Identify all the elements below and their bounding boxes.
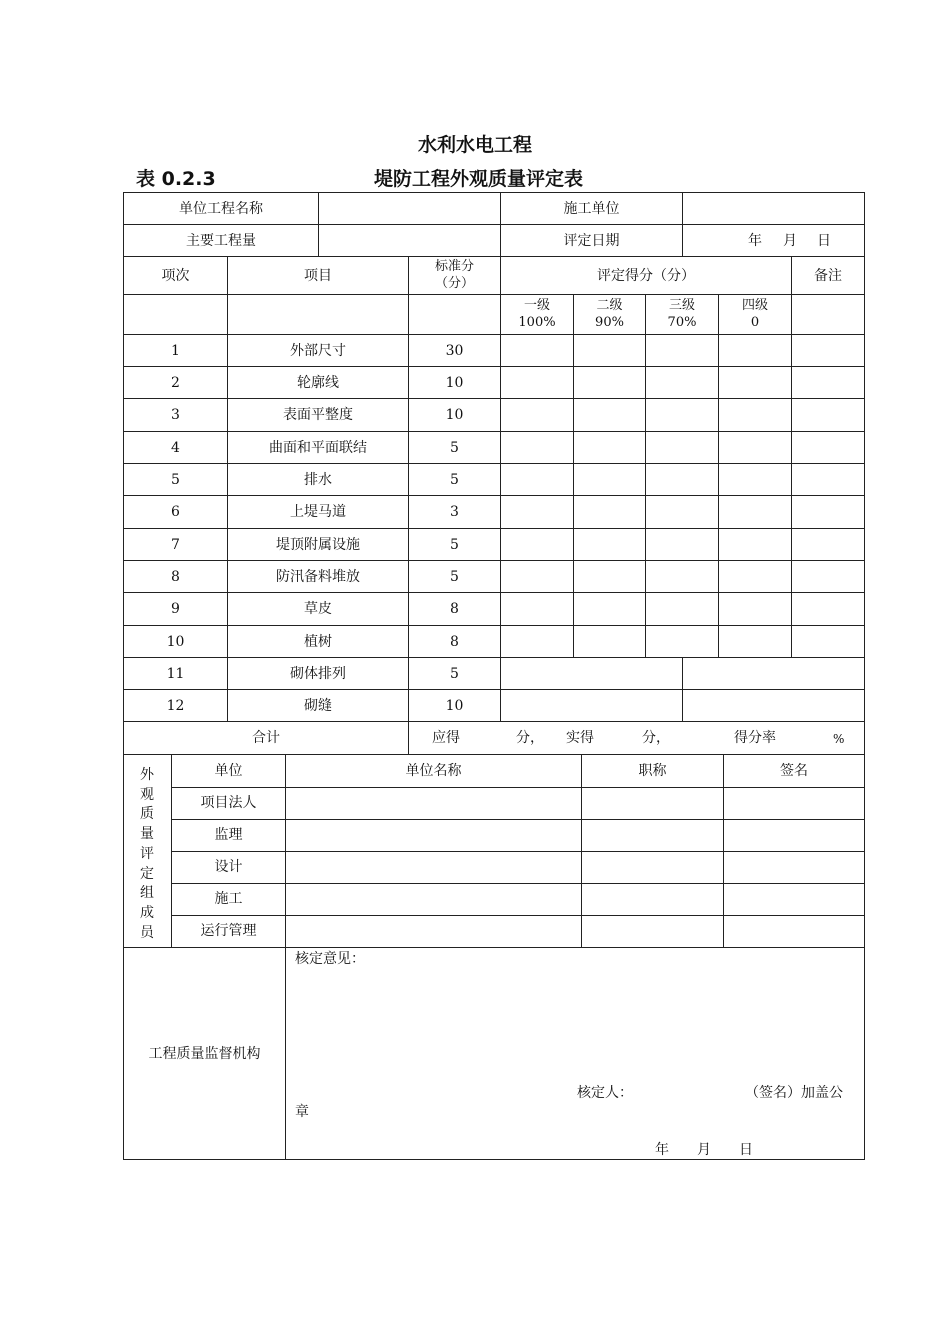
approval-month: 月 [697,1142,711,1158]
row-no: 2 [171,375,180,391]
total-rate-label: 得分率 [734,730,776,746]
total-rate-percent: % [833,732,845,746]
row-score: 5 [450,666,459,682]
supervision-agency-label: 工程质量监督机构 [148,1046,261,1062]
document-title: 水利水电工程 [417,134,532,156]
form-title: 堤防工程外观质量评定表 [374,168,584,190]
total-actual-label: 实得 [566,730,594,746]
table-number: 表 0.2.3 [136,168,216,190]
column-header-item: 项目 [304,268,332,284]
row-item: 上堤马道 [290,504,346,520]
approval-day: 日 [739,1142,753,1158]
row-item: 植树 [304,634,332,650]
row-score: 5 [450,537,459,553]
row-score: 8 [450,601,459,617]
panel-header-title: 职称 [638,763,667,779]
panel-header-unit-name: 单位名称 [405,763,462,779]
member-design: 设计 [214,859,243,875]
row-no: 9 [171,601,180,617]
row-score: 3 [450,504,459,520]
row-no: 8 [171,569,180,585]
member-operation: 运行管理 [200,923,257,939]
unit-project-name-label: 单位工程名称 [179,201,263,217]
row-item: 堤顶附属设施 [276,537,360,553]
row-no: 6 [171,504,180,520]
row-item: 表面平整度 [283,407,353,423]
approver-label: 核定人： [577,1085,633,1101]
row-item: 轮廓线 [297,375,339,391]
evaluation-date-label: 评定日期 [563,233,620,249]
date-year: 年 [748,233,762,249]
column-header-evaluation-score: 评定得分（分） [597,268,695,284]
grade-header-4: 四级 0 [741,298,768,330]
panel-header-unit: 单位 [214,763,243,779]
grade-header-2: 二级 90% [595,298,624,330]
row-item: 草皮 [304,601,332,617]
row-no: 4 [171,440,180,456]
date-month: 月 [783,233,797,249]
row-item: 砌体排列 [290,666,346,682]
row-item: 砌缝 [304,698,332,714]
row-item: 排水 [304,472,332,488]
grade-header-3: 三级 70% [667,298,697,330]
evaluation-team-label: 外观质量评定组成员 [140,767,154,941]
row-no: 12 [166,698,185,714]
row-score: 5 [450,569,459,585]
row-no: 1 [171,343,180,359]
row-no: 10 [166,634,185,650]
total-should-unit: 分， [516,730,544,746]
row-score: 10 [445,698,464,714]
seal-label-end: 章 [295,1104,309,1120]
member-construction: 施工 [214,891,243,907]
row-no: 3 [171,407,180,423]
row-score: 30 [445,343,464,359]
row-no: 11 [166,666,185,682]
total-should-label: 应得 [432,730,460,746]
row-score: 8 [450,634,459,650]
approval-opinion-label: 核定意见： [295,951,365,967]
member-project-owner: 项目法人 [200,795,257,811]
row-item: 曲面和平面联结 [269,440,367,456]
row-item: 外部尺寸 [290,343,346,359]
grade-header-1: 一级 100% [518,298,556,330]
row-score: 10 [445,375,464,391]
construction-unit-label: 施工单位 [563,201,620,217]
total-actual-unit: 分， [642,730,670,746]
sign-seal-label: （签名）加盖公 [745,1085,843,1101]
row-score: 10 [445,407,464,423]
column-header-standard-score: 标准分 （分） [434,259,474,291]
row-no: 5 [171,472,180,488]
approval-year: 年 [655,1142,669,1158]
date-day: 日 [817,233,831,249]
column-header-item-no: 项次 [161,268,190,284]
column-header-remark: 备注 [814,268,842,284]
total-label: 合计 [252,730,280,746]
row-score: 5 [450,440,459,456]
row-no: 7 [171,537,180,553]
panel-header-signature: 签名 [780,763,808,779]
main-quantity-label: 主要工程量 [186,233,256,249]
member-supervision: 监理 [214,827,243,843]
row-item: 防汛备料堆放 [276,569,360,585]
row-score: 5 [450,472,459,488]
